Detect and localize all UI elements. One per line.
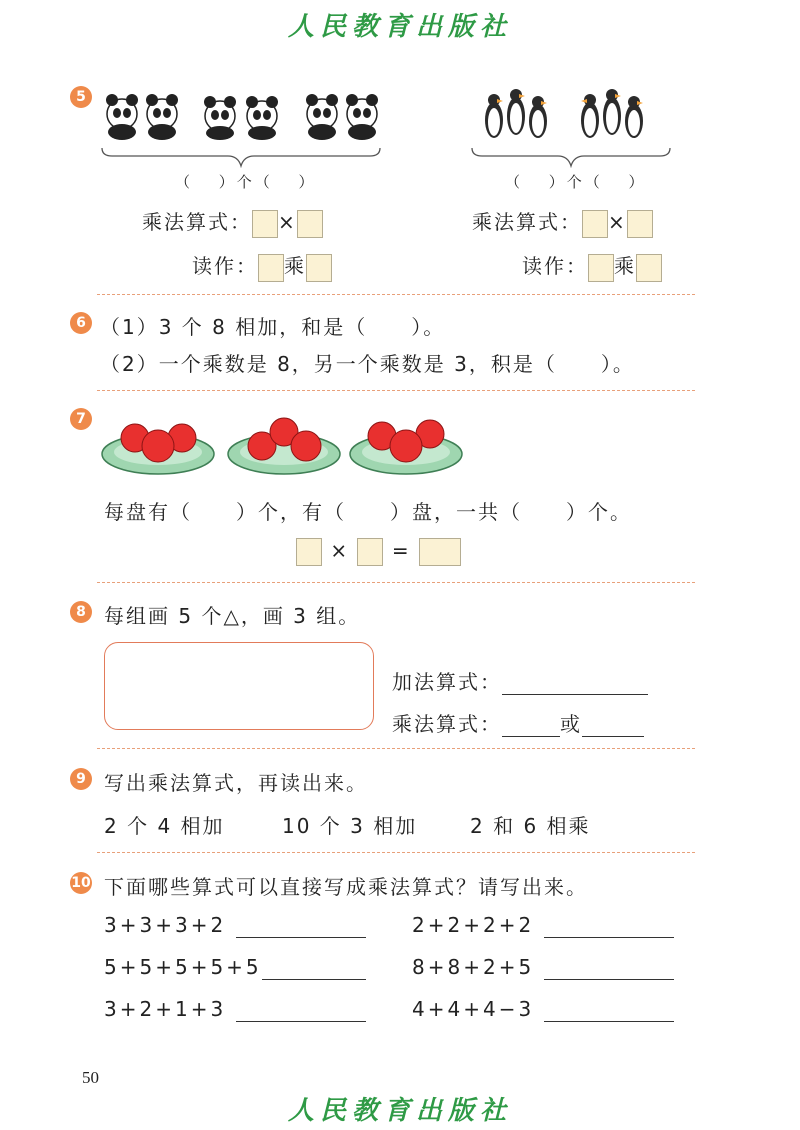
- q10-expression: 3+3+3+2: [104, 913, 227, 937]
- section-divider: [97, 582, 695, 583]
- times-sign: ×: [278, 210, 297, 234]
- answer-line[interactable]: [544, 1001, 674, 1022]
- question-number-7: 7: [70, 408, 92, 430]
- question-number-9: 9: [70, 768, 92, 790]
- panda-figure: [246, 96, 278, 140]
- section-divider: [97, 748, 695, 749]
- q6-line-1: （1）3 个 8 相加，和是（ ）。: [100, 315, 446, 339]
- answer-box[interactable]: [588, 254, 614, 282]
- q10-expression: 3+2+1+3: [104, 997, 227, 1021]
- or-word: 或: [560, 712, 582, 736]
- multiply-label: 乘法算式：: [142, 210, 252, 234]
- multiplication-formula-line: [392, 708, 644, 737]
- right-brace: [470, 146, 672, 168]
- question-number-5: 5: [70, 86, 92, 108]
- answer-box[interactable]: [297, 210, 323, 238]
- panda-figure: [346, 94, 378, 140]
- answer-line[interactable]: [544, 917, 674, 938]
- publisher-header: 人民教育出版社: [287, 12, 512, 42]
- answer-box[interactable]: [636, 254, 662, 282]
- panda-figure: [106, 94, 138, 140]
- plate-with-apples: [228, 418, 340, 474]
- answer-line[interactable]: [236, 1001, 366, 1022]
- apple-plates-illustration: [100, 408, 470, 480]
- answer-box[interactable]: [357, 538, 383, 566]
- pandas-illustration: [100, 86, 390, 142]
- read-formula-right: [522, 250, 662, 282]
- add-label: 加法算式：: [392, 670, 502, 694]
- q10-expression: 4+4+4−3: [412, 997, 535, 1021]
- answer-line[interactable]: [502, 674, 648, 695]
- multiply-label: 乘法算式：: [472, 210, 582, 234]
- q10-expression: 8+8+2+5: [412, 955, 535, 979]
- times-sign: ×: [330, 538, 350, 563]
- read-word: 乘: [614, 254, 636, 278]
- penguin-group-right: [581, 89, 643, 138]
- mul-label: 乘法算式：: [392, 712, 502, 736]
- q8-instruction: 每组画 5 个△，画 3 组。: [104, 604, 361, 628]
- answer-box[interactable]: [627, 210, 653, 238]
- q6-line-2: （2）一个乘数是 8，另一个乘数是 3，积是（ ）。: [100, 352, 635, 376]
- question-number-10: 10: [70, 872, 92, 894]
- penguins-illustration: [478, 84, 668, 142]
- q7-equation: [296, 538, 461, 566]
- page-number: 50: [82, 1068, 99, 1087]
- group-blank-right: （ ）个（ ）: [505, 173, 647, 191]
- read-word: 乘: [284, 254, 306, 278]
- answer-line[interactable]: [582, 716, 644, 737]
- answer-line[interactable]: [262, 959, 366, 980]
- answer-box[interactable]: [419, 538, 461, 566]
- q9-item: 2 个 4 相加: [104, 814, 225, 838]
- answer-box[interactable]: [296, 538, 322, 566]
- answer-box[interactable]: [306, 254, 332, 282]
- section-divider: [97, 390, 695, 391]
- times-sign: ×: [608, 210, 627, 234]
- answer-line[interactable]: [502, 716, 560, 737]
- answer-line[interactable]: [544, 959, 674, 980]
- q10-expression: 5+5+5+5+5: [104, 955, 262, 979]
- answer-box[interactable]: [582, 210, 608, 238]
- question-number-8: 8: [70, 601, 92, 623]
- publisher-footer: 人民教育出版社: [287, 1096, 512, 1126]
- q10-expression: 2+2+2+2: [412, 913, 535, 937]
- read-label: 读作：: [522, 254, 588, 278]
- q7-question-line: 每盘有（ ）个，有（ ）盘，一共（ ）个。: [104, 500, 632, 524]
- panda-figure: [204, 96, 236, 140]
- q9-item: 10 个 3 相加: [282, 814, 418, 838]
- multiply-formula-right: [472, 206, 653, 238]
- plate-with-apples: [102, 424, 214, 474]
- plate-with-apples: [350, 420, 462, 474]
- left-brace: [100, 146, 382, 168]
- q9-instruction: 写出乘法算式，再读出来。: [104, 771, 368, 795]
- panda-figure: [146, 94, 178, 140]
- question-number-6: 6: [70, 312, 92, 334]
- answer-line[interactable]: [236, 917, 366, 938]
- equals-sign: =: [391, 538, 411, 563]
- section-divider: [97, 852, 695, 853]
- multiply-formula-left: [142, 206, 323, 238]
- read-formula-left: [192, 250, 332, 282]
- q9-item: 2 和 6 相乘: [470, 814, 591, 838]
- addition-formula-line: [392, 666, 648, 695]
- q10-instruction: 下面哪些算式可以直接写成乘法算式？请写出来。: [104, 875, 588, 899]
- group-blank-left: （ ）个（ ）: [175, 173, 317, 191]
- section-divider: [97, 294, 695, 295]
- read-label: 读作：: [192, 254, 258, 278]
- drawing-area[interactable]: [104, 642, 374, 730]
- answer-box[interactable]: [252, 210, 278, 238]
- penguin-group-left: [485, 89, 547, 138]
- answer-box[interactable]: [258, 254, 284, 282]
- panda-figure: [306, 94, 338, 140]
